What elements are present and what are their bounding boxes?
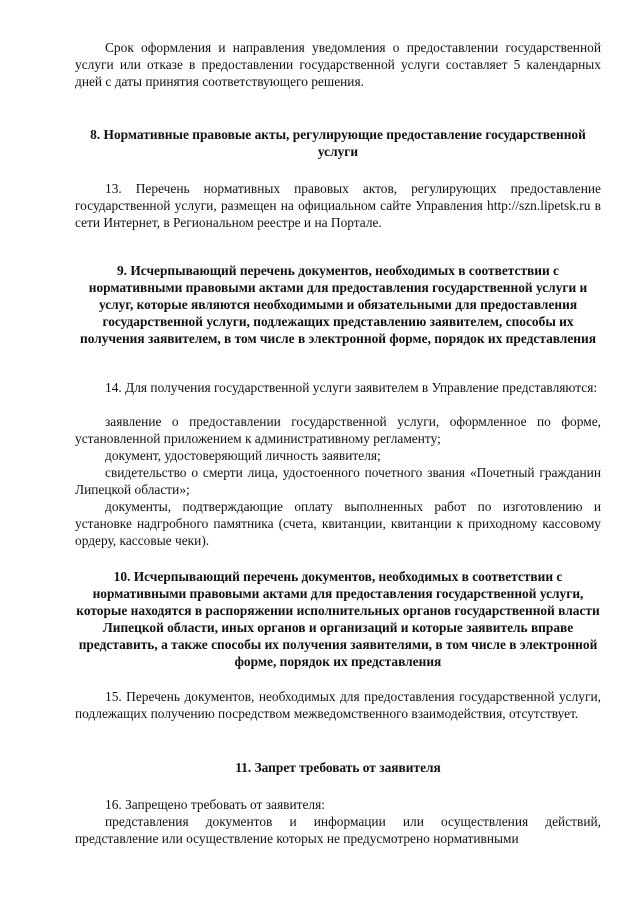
section-9-heading: 9. Исчерпывающий перечень документов, необходимых в соответствии с нормативными правовыми актами для предоставления государственной услуги и услуг, которые являются необходимыми и обязательными для предоставления государственной услуги, подлежащих представлению заявителем, способы их получения заявителем, в том числе в электронной форме, порядок их представления [80,263,596,346]
paragraph-13: 13. Перечень нормативных правовых актов, регулирующих предоставление государственной услуги, размещен на официальном сайте Управления http://szn.lipetsk.ru в сети Интернет, в Региональном реестре и на Портале. [75,181,601,230]
section-8-heading: 8. Нормативные правовые акты, регулирующие предоставление государственной услуги [90,127,586,159]
paragraph-15: 15. Перечень документов, необходимых для предоставления государственной услуги, подлежащих получению посредством межведомственного взаимодействия, отсутствует. [75,689,601,721]
list-item-payment-documents: документы, подтверждающие оплату выполненных работ по изготовлению и установке надгробного памятника (счета, квитанции, квитанции к приходному кассовому ордеру, кассовые чеки). [75,499,601,548]
list-item-application: заявление о предоставлении государственной услуги, оформленное по форме, установленной приложением к административному регламенту; [75,414,601,446]
paragraph-deadline: Срок оформления и направления уведомления о предоставлении государственной услуги или отказе в предоставлении государственной услуги составляет 5 календарных дней с даты принятия соответствующего решения. [75,40,601,89]
section-11-heading: 11. Запрет требовать от заявителя [235,760,441,775]
section-10-heading: 10. Исчерпывающий перечень документов, необходимых в соответствии с нормативными правовыми актами для предоставления государственной услуги, которые находятся в распоряжении исполнительных органов государственной власти Липецкой области, иных органов и организаций и которые заявитель вправе представить, а также способы их получения заявителями, в том числе в электронной форме, порядок их представления [76,569,600,669]
paragraph-16: 16. Запрещено требовать от заявителя: [105,797,325,812]
paragraph-14: 14. Для получения государственной услуги заявителем в Управление представляются: [105,380,598,395]
list-item-prohibition-1: представления документов и информации или осуществления действий, представление или осуществление которых не предусмотрено нормативными [75,814,601,846]
list-item-death-certificate: свидетельство о смерти лица, удостоенного почетного звания «Почетный гражданин Липецкой области»; [75,465,601,497]
list-item-identity-document: документ, удостоверяющий личность заявителя; [105,448,381,463]
